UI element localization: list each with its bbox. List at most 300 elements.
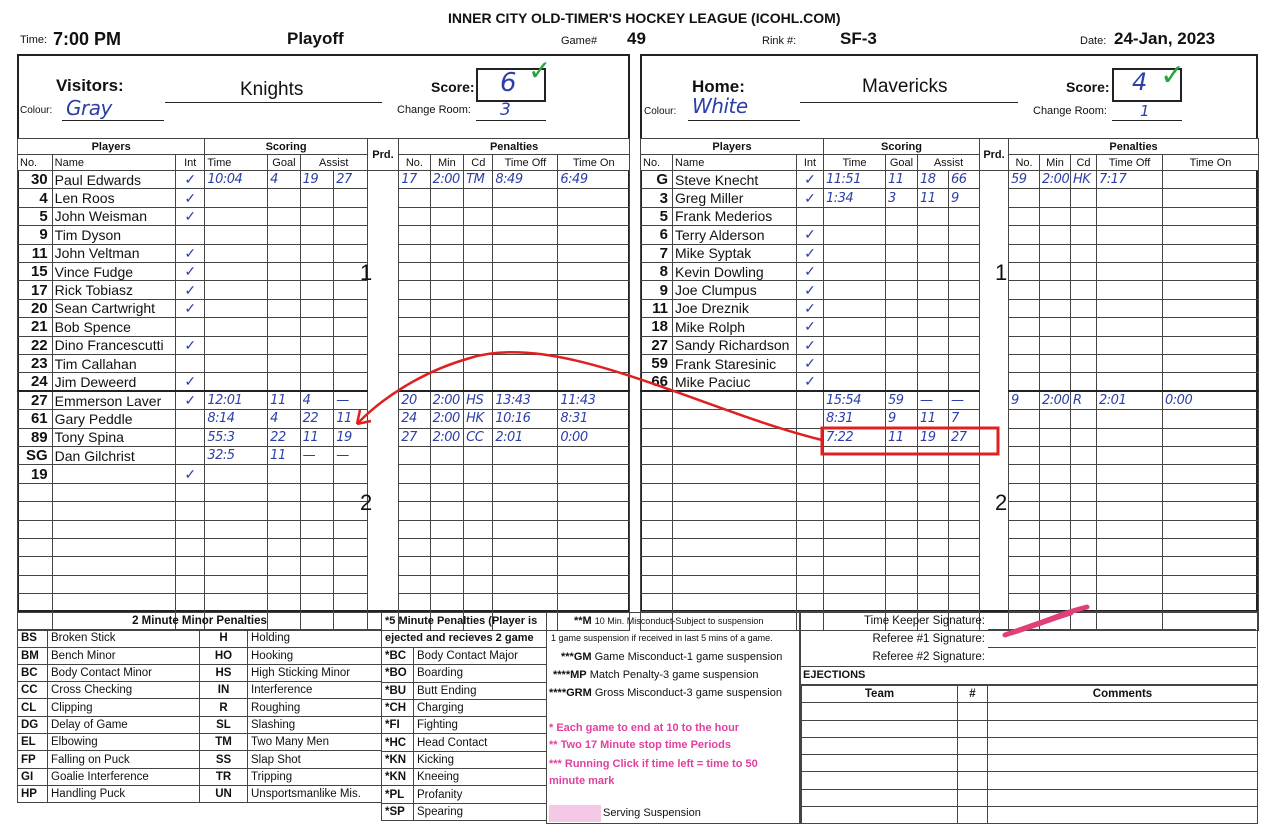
- penalty-player: 9: [1009, 391, 1040, 409]
- goal-scorer: 11: [886, 428, 918, 446]
- penalty-code: FP: [18, 751, 48, 768]
- assist-2: 7: [949, 410, 980, 428]
- int-check-icon: ✓: [797, 226, 824, 244]
- ref2-label: Referee #2 Signature:: [872, 651, 985, 663]
- rink-label: Rink #:: [762, 35, 797, 47]
- legend-row: [18, 682, 382, 699]
- time-on-header: Time On: [1163, 155, 1259, 171]
- time-off-header: Time Off: [493, 155, 558, 171]
- assist-1: 11: [300, 428, 334, 446]
- game-number: 49: [627, 29, 646, 48]
- assist-1: 18: [918, 171, 949, 189]
- ejection-cell: [802, 789, 958, 806]
- player-number: 18: [641, 318, 673, 336]
- goal-header: Goal: [268, 155, 300, 171]
- assist-2: 27: [949, 428, 980, 446]
- legend-row: [382, 665, 547, 682]
- player-number: 61: [18, 410, 53, 428]
- league-title: INNER CITY OLD-TIMER'S HOCKEY LEAGUE (ICOHL.COM): [448, 10, 841, 26]
- player-number: 9: [18, 226, 53, 244]
- mp-text: Match Penalty-3 game suspension: [589, 669, 759, 681]
- int-check-icon: ✓: [797, 244, 824, 262]
- ejection-cell: [958, 720, 988, 737]
- int-check-icon: ✓: [176, 465, 205, 483]
- timekeeper-label: Time Keeper Signature:: [863, 615, 985, 627]
- ejections-table: [801, 685, 1258, 824]
- penalty-description: Fighting: [414, 717, 547, 734]
- m-text: 10 Min. Misconduct-Subject to suspension: [594, 616, 764, 626]
- legend-row: [18, 664, 382, 681]
- player-number: 7: [641, 244, 673, 262]
- period-header: Prd.: [980, 139, 1009, 171]
- major-penalties-table: [381, 612, 547, 821]
- penalty-description: Elbowing: [48, 734, 200, 751]
- pen-no-header: No.: [1009, 155, 1040, 171]
- players-header: Players: [18, 139, 205, 155]
- legend-row: [382, 786, 547, 803]
- legend-row: [382, 648, 547, 665]
- legend-row: [18, 768, 382, 785]
- assist-1: 22: [300, 410, 334, 428]
- player-number: G: [641, 171, 673, 189]
- assist-1: —: [918, 391, 949, 409]
- assist-1: 11: [918, 189, 949, 207]
- player-number: 27: [18, 391, 53, 410]
- legend-row: [18, 647, 382, 664]
- player-name: John Weisman: [52, 207, 175, 225]
- assist-2: —: [334, 447, 368, 465]
- goal-time: 12:01: [205, 391, 268, 410]
- int-check-icon: ✓: [797, 318, 824, 336]
- legend-row: [382, 803, 547, 820]
- visitors-period-2: 2: [360, 490, 373, 515]
- goal-time: 10:04: [205, 171, 268, 189]
- goal-time: 8:14: [205, 410, 268, 428]
- penalty-time-on: 0:00: [558, 428, 630, 446]
- penalty-description: Bench Minor: [48, 647, 200, 664]
- player-number: 4: [18, 189, 53, 207]
- ejection-row: [802, 772, 1258, 789]
- int-check-icon: ✓: [176, 189, 205, 207]
- legend-row: [18, 785, 382, 802]
- ejection-cell: [802, 737, 958, 754]
- visitors-colour-label: Colour:: [20, 105, 53, 116]
- no-header: No.: [641, 155, 673, 171]
- int-check-icon: ✓: [797, 281, 824, 299]
- player-name: Rick Tobiasz: [52, 281, 175, 299]
- penalty-description: Roughing: [248, 699, 382, 716]
- penalty-code: CC: [464, 428, 493, 446]
- ejection-cell: [988, 755, 1258, 772]
- visitors-room-label: Change Room:: [397, 104, 471, 116]
- signature-scribble: [1001, 603, 1091, 643]
- player-name: Joe Dreznik: [673, 299, 797, 317]
- goal-time: 15:54: [824, 391, 886, 409]
- assist-header: Assist: [300, 155, 367, 171]
- ejections-number-header: #: [958, 686, 988, 703]
- goal-time: 32:5: [205, 447, 268, 465]
- ejection-row: [802, 789, 1258, 806]
- home-room-label: Change Room:: [1033, 105, 1107, 117]
- penalty-minutes: 2:00: [430, 410, 464, 428]
- penalty-description: Hooking: [248, 647, 382, 664]
- legend-row: [382, 751, 547, 768]
- grm-text: Gross Misconduct-3 game suspension: [594, 687, 782, 699]
- goal-time: 55:3: [205, 428, 268, 446]
- visitors-score-check-icon: ✓: [528, 55, 552, 86]
- time-on-header: Time On: [558, 155, 630, 171]
- player-number: 30: [18, 171, 53, 189]
- no-header: No.: [18, 155, 53, 171]
- home-score: 4: [1132, 68, 1147, 96]
- penalty-time-off: 10:16: [493, 410, 558, 428]
- home-score-label: Score:: [1066, 79, 1110, 95]
- visitors-team: Knights: [240, 79, 304, 100]
- pen-cd-header: Cd: [1071, 155, 1097, 171]
- penalty-code: UN: [200, 785, 248, 802]
- penalty-description: Goalie Interference: [48, 768, 200, 785]
- legend-row: [382, 734, 547, 751]
- player-number: 8: [641, 262, 673, 280]
- penalty-code: CC: [18, 682, 48, 699]
- legend-row: [18, 630, 382, 647]
- player-number: 6: [641, 226, 673, 244]
- player-name: Steve Knecht: [673, 171, 797, 189]
- legend-row: [382, 682, 547, 699]
- penalty-code: HS: [200, 664, 248, 681]
- int-check-icon: ✓: [176, 373, 205, 392]
- int-check-icon: ✓: [176, 281, 205, 299]
- penalty-code: R: [200, 699, 248, 716]
- penalty-code: *BC: [382, 648, 414, 665]
- player-name: Dan Gilchrist: [52, 447, 175, 465]
- home-label: Home:: [692, 77, 745, 96]
- penalty-minutes: 2:00: [430, 391, 464, 410]
- ejection-row: [802, 720, 1258, 737]
- ejection-cell: [958, 703, 988, 720]
- legend-row: [18, 751, 382, 768]
- home-colour: White: [692, 94, 748, 118]
- serving-suspension-label: Serving Suspension: [603, 807, 701, 819]
- int-check-icon: ✓: [797, 354, 824, 372]
- penalty-minutes: 2:00: [430, 171, 464, 189]
- penalty-player: 24: [399, 410, 430, 428]
- ejections-comments-header: Comments: [988, 686, 1258, 703]
- penalty-time-off: 2:01: [493, 428, 558, 446]
- int-check-icon: ✓: [176, 336, 205, 354]
- time-header: Time: [205, 155, 268, 171]
- penalty-code: BC: [18, 664, 48, 681]
- int-check-icon: ✓: [797, 262, 824, 280]
- penalties-header: Penalties: [399, 139, 630, 155]
- penalty-code: *SP: [382, 803, 414, 820]
- int-header: Int: [176, 155, 205, 171]
- name-header: Name: [52, 155, 175, 171]
- int-check-icon: ✓: [176, 207, 205, 225]
- penalty-time-on: 6:49: [558, 171, 630, 189]
- penalty-code: TM: [464, 171, 493, 189]
- assist-1: 11: [918, 410, 949, 428]
- player-name: Frank Staresinic: [673, 354, 797, 372]
- penalty-description: Cross Checking: [48, 682, 200, 699]
- int-check-icon: ✓: [797, 336, 824, 354]
- penalty-code: BS: [18, 630, 48, 647]
- penalty-code: SS: [200, 751, 248, 768]
- pen-min-header: Min: [1040, 155, 1071, 171]
- penalty-code: *CH: [382, 699, 414, 716]
- player-name: Greg Miller: [673, 189, 797, 207]
- player-number: 5: [18, 207, 53, 225]
- player-number: 89: [18, 428, 53, 446]
- player-name: Dino Francescutti: [52, 336, 175, 354]
- time-header: Time: [824, 155, 886, 171]
- penalty-code: HS: [464, 391, 493, 410]
- goal-time: 7:22: [824, 428, 886, 446]
- int-check-icon: ✓: [176, 262, 205, 280]
- sig-divider: [801, 666, 1257, 667]
- note-3: *** Running Click if time left = time to 50 minute mark: [549, 758, 758, 787]
- penalty-time-off: 7:17: [1097, 171, 1163, 189]
- m-text-2: 1 game suspension if received in last 5 mins of a game.: [551, 633, 773, 643]
- goal-scorer: 3: [886, 189, 918, 207]
- assist-2: —: [949, 391, 980, 409]
- penalty-time-off: 2:01: [1097, 391, 1163, 409]
- signatures-panel: [800, 612, 1258, 824]
- game-type: Playoff: [287, 29, 344, 48]
- gm-code: ***GM: [561, 651, 592, 663]
- player-number: 59: [641, 354, 673, 372]
- player-name: Vince Fudge: [52, 262, 175, 280]
- penalty-code: BM: [18, 647, 48, 664]
- assist-2: 19: [334, 428, 368, 446]
- penalty-code: *BU: [382, 682, 414, 699]
- legend-row: [382, 717, 547, 734]
- annotation-arrow: [357, 352, 822, 440]
- note-1: * Each game to end at 10 to the hour: [549, 722, 740, 734]
- ejection-cell: [802, 772, 958, 789]
- penalty-code: *KN: [382, 751, 414, 768]
- penalty-description: Body Contact Major: [414, 648, 547, 665]
- penalty-code: *HC: [382, 734, 414, 751]
- home-colour-label: Colour:: [644, 106, 677, 117]
- ejection-cell: [988, 737, 1258, 754]
- ejection-cell: [958, 807, 988, 824]
- goal-time: 11:51: [824, 171, 886, 189]
- player-name: Mike Paciuc: [673, 373, 797, 392]
- ref1-label: Referee #1 Signature:: [872, 633, 985, 645]
- name-header: Name: [673, 155, 797, 171]
- player-name: Sean Cartwright: [52, 299, 175, 317]
- penalty-description: Holding: [248, 630, 382, 647]
- player-name: Paul Edwards: [52, 171, 175, 189]
- goal-scorer: 11: [268, 447, 300, 465]
- player-name: Sandy Richardson: [673, 336, 797, 354]
- assist-1: 19: [918, 428, 949, 446]
- penalty-minutes: 2:00: [1040, 391, 1071, 409]
- int-check-icon: ✓: [797, 171, 824, 189]
- player-name: Kevin Dowling: [673, 262, 797, 280]
- player-name: Mike Rolph: [673, 318, 797, 336]
- legend-row: [18, 699, 382, 716]
- legend-row: [382, 699, 547, 716]
- penalty-minutes: 2:00: [430, 428, 464, 446]
- player-number: 11: [641, 299, 673, 317]
- penalty-code: HP: [18, 785, 48, 802]
- goal-scorer: 11: [268, 391, 300, 410]
- player-number: 21: [18, 318, 53, 336]
- assist-1: 19: [300, 171, 334, 189]
- penalty-description: Kicking: [414, 751, 547, 768]
- period-header: Prd.: [367, 139, 398, 171]
- legend-row: [382, 769, 547, 786]
- player-name: Terry Alderson: [673, 226, 797, 244]
- home-room: 1: [1140, 102, 1150, 120]
- penalty-minutes: 2:00: [1040, 171, 1071, 189]
- mp-code: ****MP: [553, 669, 587, 681]
- assist-2: 66: [949, 171, 980, 189]
- goal-scorer: 4: [268, 171, 300, 189]
- penalty-time-on: 8:31: [558, 410, 630, 428]
- penalty-description: High Sticking Minor: [248, 664, 382, 681]
- penalty-description: Handling Puck: [48, 785, 200, 802]
- player-number: 17: [18, 281, 53, 299]
- ejection-cell: [802, 703, 958, 720]
- player-name: Tim Callahan: [52, 354, 175, 372]
- serving-suspension-swatch: [549, 805, 601, 822]
- major-penalties-title: *5 Minute Penalties (Player is ejected and recieves 2 game: [382, 613, 547, 648]
- pen-no-header: No.: [399, 155, 430, 171]
- player-name: Frank Mederios: [673, 207, 797, 225]
- penalty-code: EL: [18, 734, 48, 751]
- penalty-description: Clipping: [48, 699, 200, 716]
- penalty-description: Charging: [414, 699, 547, 716]
- int-header: Int: [797, 155, 824, 171]
- assist-1: —: [300, 447, 334, 465]
- penalty-code: GI: [18, 768, 48, 785]
- assist-2: —: [334, 391, 368, 410]
- misconduct-grm: [549, 687, 782, 699]
- player-name: Mike Syptak: [673, 244, 797, 262]
- penalty-description: Two Many Men: [248, 734, 382, 751]
- home-period-1: 1: [995, 260, 1008, 285]
- ejection-cell: [988, 720, 1258, 737]
- player-number: 24: [18, 373, 53, 392]
- penalty-description: Unsportsmanlike Mis.: [248, 785, 382, 802]
- time-off-header: Time Off: [1097, 155, 1163, 171]
- ejection-row: [802, 737, 1258, 754]
- legend-row: [18, 734, 382, 751]
- misconduct-m: [574, 615, 763, 627]
- penalty-description: Spearing: [414, 803, 547, 820]
- penalty-time-on: 11:43: [558, 391, 630, 410]
- player-name: Tony Spina: [52, 428, 175, 446]
- player-number: 9: [641, 281, 673, 299]
- time-label: Time:: [20, 34, 48, 46]
- ejection-row: [802, 807, 1258, 824]
- penalty-code: H: [200, 630, 248, 647]
- player-name: Jim Deweerd: [52, 373, 175, 392]
- penalty-player: 59: [1009, 171, 1040, 189]
- penalty-description: Falling on Puck: [48, 751, 200, 768]
- game-number-label: Game#: [561, 35, 598, 47]
- visitors-label: Visitors:: [56, 76, 124, 95]
- goal-scorer: 59: [886, 391, 918, 409]
- penalty-code: IN: [200, 682, 248, 699]
- player-name: John Veltman: [52, 244, 175, 262]
- ejection-cell: [802, 755, 958, 772]
- penalty-code: CL: [18, 699, 48, 716]
- penalty-player: 27: [399, 428, 430, 446]
- player-name: Bob Spence: [52, 318, 175, 336]
- assist-2: 11: [334, 410, 368, 428]
- visitors-room: 3: [500, 100, 511, 120]
- player-number: 3: [641, 189, 673, 207]
- penalty-description: Butt Ending: [414, 682, 547, 699]
- note-2: ** Two 17 Minute stop time Periods: [549, 739, 731, 751]
- int-check-icon: ✓: [797, 189, 824, 207]
- ejection-cell: [988, 772, 1258, 789]
- assist-2: 27: [334, 171, 368, 189]
- penalties-header: Penalties: [1009, 139, 1259, 155]
- penalty-description: Interference: [248, 682, 382, 699]
- player-number: 23: [18, 354, 53, 372]
- minor-penalties-title: 2 Minute Minor Penalties: [18, 613, 382, 630]
- players-header: Players: [641, 139, 824, 155]
- penalty-code: *FI: [382, 717, 414, 734]
- penalty-description: Broken Stick: [48, 630, 200, 647]
- home-team: Mavericks: [862, 76, 948, 97]
- visitors-score-label: Score:: [431, 79, 475, 95]
- penalty-description: Head Contact: [414, 734, 547, 751]
- player-number: 11: [18, 244, 53, 262]
- misconduct-gm: [561, 651, 782, 663]
- penalty-code: DG: [18, 716, 48, 733]
- player-number: 15: [18, 262, 53, 280]
- penalty-code: HK: [464, 410, 493, 428]
- int-check-icon: ✓: [797, 373, 824, 392]
- penalty-code: HO: [200, 647, 248, 664]
- int-check-icon: ✓: [797, 299, 824, 317]
- ejection-cell: [958, 737, 988, 754]
- assist-1: 4: [300, 391, 334, 410]
- penalty-description: Kneeing: [414, 769, 547, 786]
- penalty-player: 20: [399, 391, 430, 410]
- player-number: 20: [18, 299, 53, 317]
- visitors-period-1: 1: [360, 260, 373, 285]
- misconduct-mp: [553, 669, 758, 681]
- penalty-description: Boarding: [414, 665, 547, 682]
- penalty-code: *KN: [382, 769, 414, 786]
- player-number: 5: [641, 207, 673, 225]
- penalty-description: Slashing: [248, 716, 382, 733]
- penalty-code: *PL: [382, 786, 414, 803]
- goal-scorer: 9: [886, 410, 918, 428]
- player-number: 19: [18, 465, 53, 483]
- penalty-code: TR: [200, 768, 248, 785]
- player-name: Tim Dyson: [52, 226, 175, 244]
- int-check-icon: ✓: [176, 391, 205, 410]
- penalty-description: Delay of Game: [48, 716, 200, 733]
- rink-number: SF-3: [840, 29, 877, 48]
- scoring-header: Scoring: [824, 139, 980, 155]
- goal-scorer: 11: [886, 171, 918, 189]
- penalty-description: Body Contact Minor: [48, 664, 200, 681]
- grm-code: ****GRM: [549, 687, 592, 699]
- penalty-code: HK: [1071, 171, 1097, 189]
- penalty-description: Profanity: [414, 786, 547, 803]
- penalty-code: TM: [200, 734, 248, 751]
- minor-penalties-table: [17, 612, 382, 803]
